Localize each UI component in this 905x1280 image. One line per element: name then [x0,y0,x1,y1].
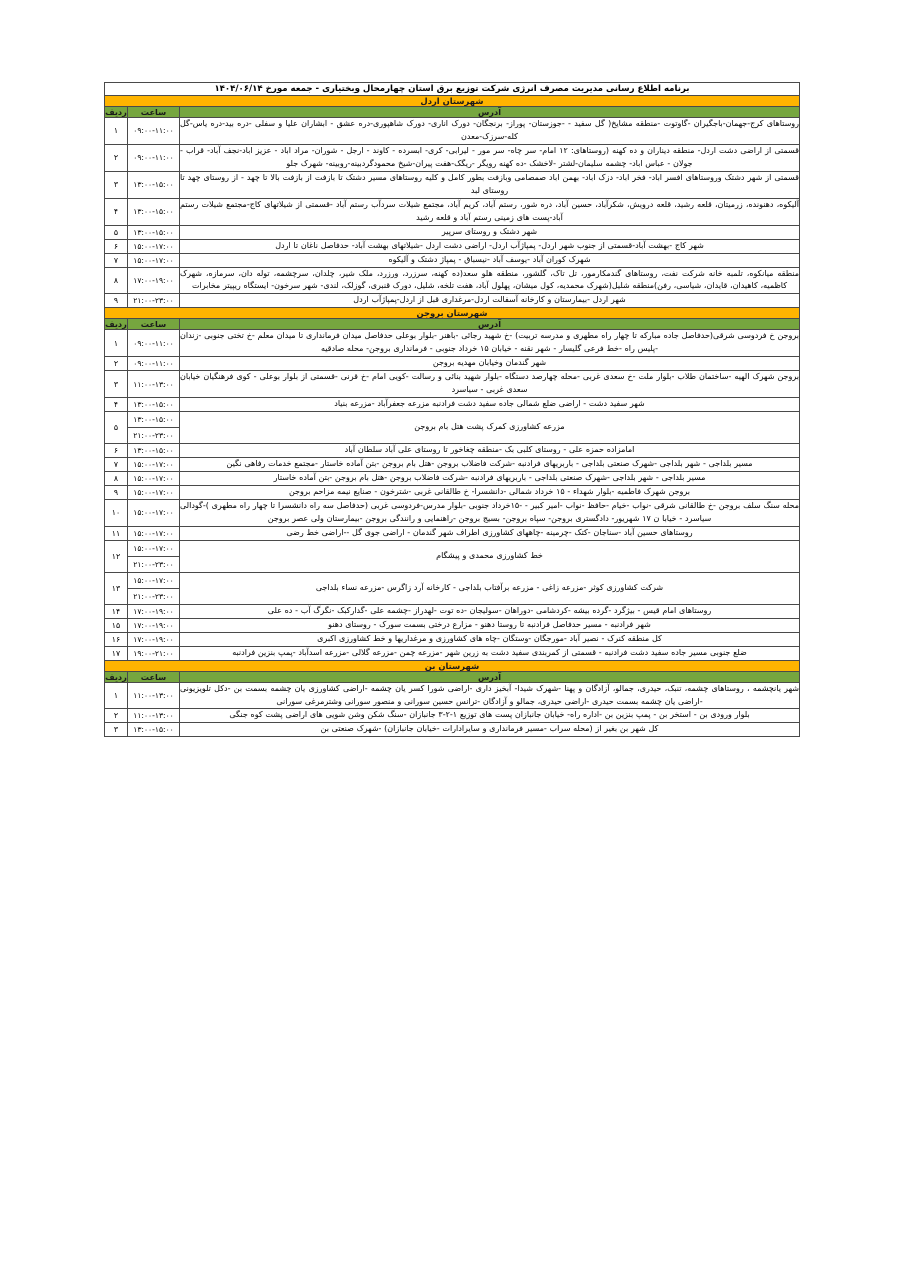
row-number: ۵ [104,412,127,444]
county-header-2: شهرستان بن [104,660,799,671]
outage-time-slot: ۱۳:۰۰-۱۵:۰۰ [128,412,179,428]
county-header-row [104,660,799,671]
outage-time: ۱۳:۰۰-۱۵:۰۰ [128,198,180,225]
row-number: ۱۱ [104,526,127,540]
row-number: ۱ [104,330,127,357]
table-row [104,357,799,371]
table-row [104,632,799,646]
table-row [104,225,799,239]
outage-time [128,572,180,604]
row-number: ۸ [104,472,127,486]
row-number: ۱۷ [104,646,127,660]
column-header-address: آدرس [180,107,800,118]
outage-address: بروجن خ فردوسی شرقی(حدفاصل جاده مبارکه تا چهار راه مطهری و مدرسه تربیت) -خ شهید رجائی -باهنر -بلوار بوعلی حدفاصل میدان فرمانداری تا میدان معلم -خ تختی جنوبی -زندان -پلیس راه -خط فرعی گلیسار - شهر نقنه - خیابان ۱۵ خرداد جنوبی - فرمانداری بروجن- محله صادقیه [180,330,800,357]
outage-schedule-table [104,82,800,737]
row-number: ۱۲ [104,540,127,572]
county-header-0: شهرستان اردل [104,96,799,107]
column-header-address: آدرس [180,319,800,330]
row-number: ۱۶ [104,632,127,646]
outage-address: ضلع جنوبی مسیر جاده سفید دشت فرادنبه - قسمتی از کمربندی سفید دشت به زرین شهر -مزرعه چمن -مزرعه گلالی -مزرعه اسدآباد -پمپ بنزین فرادنبه [180,646,800,660]
outage-address: مسیر بلداجی - شهر بلداجی -شهرک صنعتی بلداجی - باربریهای فرادنبه -شرکت فاضلاب بروجن -هتل بام بروجن -بتن آماده خاستار [180,472,800,486]
table-row [104,618,799,632]
outage-time [128,540,180,572]
outage-time: ۱۵:۰۰-۱۷:۰۰ [128,472,180,486]
outage-time: ۱۷:۰۰-۱۹:۰۰ [128,618,180,632]
table-row [104,253,799,267]
title-row [104,83,799,96]
outage-address: بروجن شهرک الهیه -ساختمان طلاب -بلوار ملت -خ سعدی غربی -محله چهارصد دستگاه -بلوار شهید بنائی و رسالت -کویی امام -خ قرنی -قسمتی از بلوار بوعلی - کوی فرهنگیان خیابان سعدی غربی - سیاسرد [180,371,800,398]
table-row [104,398,799,412]
table-row [104,572,799,604]
outage-address: منطقه میانکوه، تلمبه خانه شرکت نفت، روستاهای گندمکارمور، تل تاک، گلشور، منطقه هلو سعد(ده کهنه، سرزرد، ورزرد، ملک شیر، چلدان، سرچشمه، توله دان، سرمازه، شهرک کاظمیه، کاهیدان، قایدان، شیاسی، رفن)منطقه شلیل(شهرک محمدیه، کول میشان، پهلول آباد، هفت تلخه، شلیل، دورک قنبری، گوزلک، لندی- شهر سرخون- ایستگاه ریپیتر مخابرات [180,267,800,294]
outage-time: ۱۵:۰۰-۱۷:۰۰ [128,499,180,526]
outage-time: ۱۵:۰۰-۱۷:۰۰ [128,239,180,253]
outage-time-slot: ۲۱:۰۰-۲۳:۰۰ [133,591,174,601]
table-row [104,723,799,737]
outage-time: ۱۱:۰۰-۱۳:۰۰ [128,682,180,709]
column-header-row-number: ردیف [105,107,127,118]
outage-address: روستاهای حسین آباد -سناجان -کتک -چرمینه -چاههای کشاورزی اطراف شهر گندمان - اراضی جوی گل --اراضی خط رضی [180,526,800,540]
outage-time: ۱۵:۰۰-۱۷:۰۰ [128,485,180,499]
outage-time: ۰۹:۰۰-۱۱:۰۰ [128,357,180,371]
table-row [104,444,799,458]
outage-time [128,412,180,444]
outage-address: شرکت کشاورزی کوثر -مزرعه زاغی - مزرعه برآفتاب بلداجی - کارخانه آرد زاگرس -مزرعه نساء بلداجی [180,572,800,604]
outage-time-slot: ۱۵:۰۰-۱۷:۰۰ [128,573,179,589]
county-header-row [104,96,799,107]
outage-address: آلیکوه، دهنونده، زرمیتان، قلعه رشید، قلعه درویش، شکرآباد، حسین آباد، دره شور، رستم آباد، کریم آباد، مجتمع شیلات سردآب رستم آباد -قسمتی از شیلاتهای کاج-مجتمع شیلات رستم آباد-پست های زمینی رستم آباد و قلعه رشید [180,198,800,225]
table-row [104,330,799,357]
outage-address: بروجن شهرک فاطمیه -بلوار شهداء - ۱۵ خرداد شمالی -دانشسرا- خ طالقانی غربی -شترخون - صنایع نیمه مزاحم بروجن [180,485,800,499]
row-number: ۹ [104,485,127,499]
row-number: ۳ [104,723,127,737]
outage-time: ۱۷:۰۰-۱۹:۰۰ [128,267,180,294]
outage-address: مسیر بلداجی - شهر بلداجی -شهرک صنعتی بلداجی - باربریهای فرادنبه -شرکت فاضلاب بروجن -هتل بام بروجن -بتن آماده خاستار -مجتمع خدمات رفاهی نگین [180,458,800,472]
table-row [104,171,799,198]
table-row [104,540,799,572]
row-number: ۷ [104,253,127,267]
column-header-time: ساعت [128,319,180,330]
outage-address: شهر یانچشمه ، روستاهای چشمه، تنبک، حیدری، جمالو، آزادگان و پهنا -شهرک شیدا- آبخیز داری -اراضی شورا کسر یان چشمه -اراضی کشاورزی یان چشمه بسمت بن -دکل تلویزیونی -اراضی یان چشمه بسمت حیدری -اراضی حیدری، جمالو و آزادگان -ترانس حسین سورانی و منصور سورانی وشترمرغی سورانی [180,682,800,709]
outage-time: ۱۹:۰۰-۲۱:۰۰ [128,646,180,660]
table-row [104,682,799,709]
outage-time: ۱۱:۰۰-۱۳:۰۰ [128,709,180,723]
table-row [104,118,799,145]
column-header-address: آدرس [180,671,800,682]
table-row [104,294,799,308]
row-number: ۳ [104,371,127,398]
row-number: ۹ [104,294,127,308]
outage-address: شهرک کوران آباد -یوسف آباد -نیسباق - پمپاژ دشتک و آلیکوه [180,253,800,267]
row-number: ۱ [104,682,127,709]
outage-address: قسمتی از شهر دشتک وروستاهای افسر اباد- فخر اباد- دزک اباد- بهمن اباد صمصامی وبازفت بطور کامل و کلیه روستاهای مسیر دشتک تا بازفت از بازفت بالا تا چهد - از روستای چهد تا روستای لبد [180,171,800,198]
row-number: ۱۴ [104,604,127,618]
row-number: ۲ [104,357,127,371]
table-row [104,144,799,171]
row-number: ۳ [104,171,127,198]
outage-address: شهر اردل -بیمارستان و کارخانه آسفالت اردل-مرغداری قبل از اردل-پمپاژآب اردل [180,294,800,308]
document-title: برنامه اطلاع رسانی مدیریت مصرف انرژی شرکت توزیع برق استان چهارمحال وبختیاری - جمعه مورخ ۱۴۰۴/۰۶/۱۴ [104,83,799,96]
column-header-row [104,107,799,118]
row-number: ۸ [104,267,127,294]
column-header-row [104,671,799,682]
row-number: ۱ [104,118,127,145]
outage-time: ۲۱:۰۰-۲۳:۰۰ [128,294,180,308]
column-header-time: ساعت [128,671,180,682]
table-row [104,526,799,540]
outage-address: بلوار ورودی بن - استخر بن - پمپ بنزین بن -اداره راه- خیابان جانبازان پست های توزیع ۱-۲-۳ جانبازان -سنگ شکن وشن شویی های اراضی پشت کوه جنگی [180,709,800,723]
table-row [104,198,799,225]
outage-time: ۱۱:۰۰-۱۳:۰۰ [128,371,180,398]
row-number: ۵ [104,225,127,239]
table-row [104,472,799,486]
row-number: ۱۳ [104,572,127,604]
table-row [104,499,799,526]
column-header-row-number: ردیف [105,319,127,330]
outage-time: ۱۳:۰۰-۱۵:۰۰ [128,444,180,458]
outage-address: روستاهای کرج-جهمان-باجگیران -گاوتوت -منطقه مشایخ( گل سفید - -جوزستان- پوراز- برنجگان- دورک اناری- دورک شاهپوری-دره عشق - ابشاران علیا و سفلی -دره بید-دره یاس-گل کله-سرزک-معدن [180,118,800,145]
outage-time: ۱۳:۰۰-۱۵:۰۰ [128,723,180,737]
outage-time-slot: ۲۱:۰۰-۲۳:۰۰ [133,431,174,441]
row-number: ۴ [104,198,127,225]
column-header-row [104,319,799,330]
outage-time: ۱۳:۰۰-۱۵:۰۰ [128,225,180,239]
outage-time: ۱۳:۰۰-۱۵:۰۰ [128,398,180,412]
table-row [104,267,799,294]
row-number: ۱۵ [104,618,127,632]
outage-time: ۱۷:۰۰-۱۹:۰۰ [128,632,180,646]
outage-time: ۰۹:۰۰-۱۱:۰۰ [128,330,180,357]
outage-time: ۱۵:۰۰-۱۷:۰۰ [128,253,180,267]
outage-address: مزرعه کشاورزی کمرک پشت هتل بام بروجن [180,412,800,444]
row-number: ۴ [104,398,127,412]
table-row [104,709,799,723]
county-header-1: شهرستان بروجن [104,308,799,319]
outage-time: ۱۵:۰۰-۱۷:۰۰ [128,458,180,472]
outage-time-slot: ۱۵:۰۰-۱۷:۰۰ [128,541,179,557]
outage-time: ۰۹:۰۰-۱۱:۰۰ [128,118,180,145]
table-row [104,371,799,398]
outage-time: ۱۵:۰۰-۱۷:۰۰ [128,526,180,540]
county-header-row [104,308,799,319]
outage-address: شهر سفید دشت - اراضی ضلع شمالی جاده سفید دشت فرادنبه مزرعه جعفرآباد -مزرعه بنیاد [180,398,800,412]
outage-address: شهر کاج -بهشت آباد-قسمتی از جنوب شهر اردل- پمپاژآب اردل- اراضی دشت اردل -شیلاتهای بهشت آباد- حدفاصل ناغان تا اردل [180,239,800,253]
outage-address: کل منطقه کنرک - نصیر آباد -مورجگان -وستگان -چاه های کشاورزی و مرغداریها و خط کشاورزی اکبری [180,632,800,646]
outage-address: شهر فرادنبه - مسیر حدفاصل فرادنبه تا روستا دهنو - مزارع درختی بسمت سورک - روستای دهنو [180,618,800,632]
table-row [104,646,799,660]
outage-time: ۱۳:۰۰-۱۵:۰۰ [128,171,180,198]
outage-address: قسمتی از اراضی دشت اردل- منطقه دیناران و ده کهنه (روستاهای: ۱۲ امام- سر چاه- سر مور - لیرابی- کری- ابسرده - کاوند - ارجل - شوران- مراد اباد - عزیز اباد-نجف آباد- قراب - جولان - عباس اباد- چشمه سلیمان-لشتر -لاخشک -ده کهنه رویگر -ریگک-هفت پیران-شیخ محمودگردبینه-روبینه- شهرک جلو [180,144,800,171]
outage-address: محله سنگ سلف بروجن -خ طالقانی شرقی -نواب -خیام -حافظ -نواب -امیر کبیر - -۱۵خرداد جنوبی -بلوار مدرس-فردوسی غربی (حدفاصل سه راه دانشسرا تا چهار راه مطهری )-گودالی سیاسرد - خیابا ن ۱۷ شهریور- دادگستری بروجن- سپاه بروجن- بسیج بروجن -راهنمایی و رانندگی بروجن -بیمارستان ولی عصر بروجن [180,499,800,526]
outage-address: امامزاده حمزه علی - روستای کلبی بک -منطقه چغاخور تا روستای علی آباد سلطان آباد [180,444,800,458]
outage-address: خط کشاورزی محمدی و پیشگام [180,540,800,572]
column-header-row-number: ردیف [105,671,127,682]
outage-address: روستاهای امام قیس - بیژگرد -گرده بیشه -کردشامی -دوراهان -سولیجان -ده توت -لهدراز -چشمه علی -گدارکبک -نگرگ آب - ده علی [180,604,800,618]
outage-address: شهر گندمان وخیابان مهدیه بروجن [180,357,800,371]
table-row [104,239,799,253]
row-number: ۲ [104,709,127,723]
row-number: ۲ [104,144,127,171]
outage-time-slot: ۲۱:۰۰-۲۳:۰۰ [133,559,174,569]
table-row [104,458,799,472]
row-number: ۶ [104,444,127,458]
column-header-time: ساعت [128,107,180,118]
table-row [104,604,799,618]
outage-address: شهر دشتک و روستای سرپیر [180,225,800,239]
table-row [104,485,799,499]
row-number: ۱۰ [104,499,127,526]
outage-time: ۰۹:۰۰-۱۱:۰۰ [128,144,180,171]
outage-address: کل شهر بن بغیر از (محله سراب -مسیر فرمانداری و سایرادارات -خیابان جانبازان) -شهرک صنعتی بن [180,723,800,737]
row-number: ۷ [104,458,127,472]
table-row [104,412,799,444]
outage-time: ۱۷:۰۰-۱۹:۰۰ [128,604,180,618]
row-number: ۶ [104,239,127,253]
